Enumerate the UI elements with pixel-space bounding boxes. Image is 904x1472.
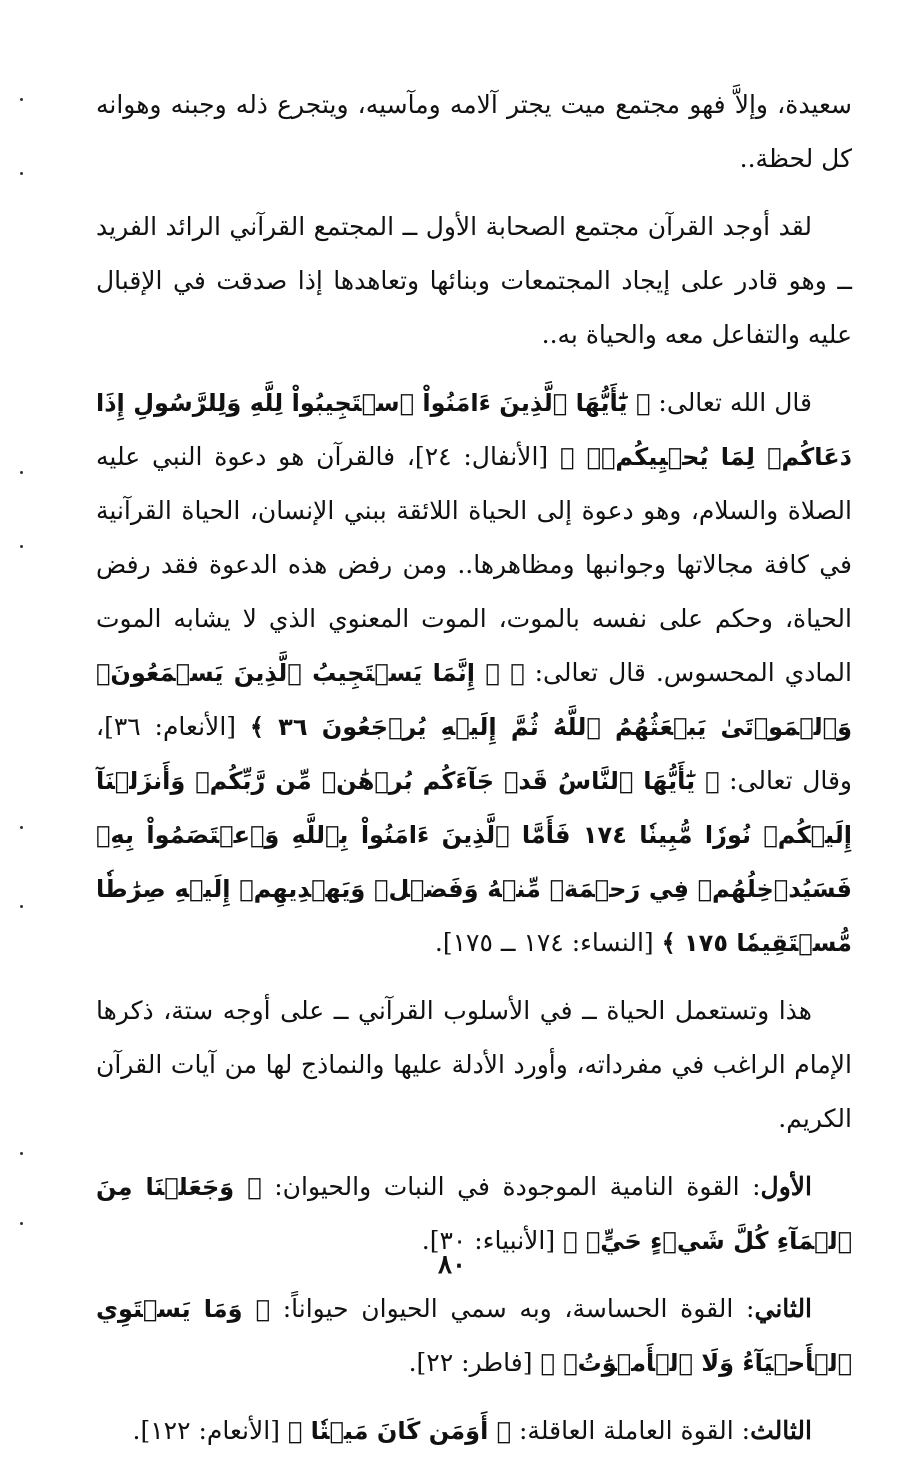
paragraph-text: : القوة الحساسة، وبه سمي الحيوان حيواناً: [270,1294,755,1323]
paragraph-text: [الأنعام: ١٢٢]. [132,1416,288,1445]
paragraph-text: قال الله تعالى: [650,388,812,417]
paragraph-text: [الأنفال: ٢٤]، فالقرآن هو دعوة النبي عليه الصلاة والسلام، وهو دعوة إلى الحياة اللائقة ببني الإنسان، الحياة القرآنية في كافة مجالاتها وجوانبها ومظاهرها.. ومن رفض هذه الدعوة فقد رفض الحياة، وحكم على نفسه بالموت، الموت المعنوي الذي لا يشابه الموت المادي المحسوس. قال تعالى: [96,442,852,687]
paragraph-text: [فاطر: ٢٢]. [408,1348,541,1377]
scan-speck [20,1222,23,1225]
paragraph-text: [الأنبياء: ٣٠]. [421,1226,564,1255]
paragraph-text: سعيدة، وإلاَّ فهو مجتمع ميت يجتر آلامه ومآسيه، ويتجرع ذله وجبنه وهوانه كل لحظة.. [96,90,852,173]
paragraph-text: لقد أوجد القرآن مجتمع الصحابة الأول ــ المجتمع القرآني الرائد الفريد ــ وهو قادر على إيجاد المجتمعات وبنائها وتعاهدها إذا صدقت في الإقبال عليه والتفاعل معه والحياة به.. [96,212,852,349]
quran-verse: ﴿ ۞ إِنَّمَا يَسۡتَجِيبُ ٱلَّذِينَ يَسۡمَعُونَۘ وَٱلۡمَوۡتَىٰ يَبۡعَثُهُمُ ٱللَّهُ ثُمَّ إِلَيۡهِ يُرۡجَعُونَ ٣٦ ﴾ [96,659,853,741]
paragraph [96,984,852,1146]
quran-verse: ﴿ يَٰٓأَيُّهَا ٱلنَّاسُ قَدۡ جَآءَكُم بُرۡهَٰنٞ مِّن رَّبِّكُمۡ وَأَنزَلۡنَآ إِلَيۡكُمۡ نُورٗا مُّبِينٗا ١٧٤ فَأَمَّا ٱلَّذِينَ ءَامَنُواْ بِٱللَّهِ وَٱعۡتَصَمُواْ بِهِۦ فَسَيُدۡخِلُهُمۡ فِي رَحۡمَةٖ مِّنۡهُ وَفَضۡلٖ وَيَهۡدِيهِمۡ إِلَيۡهِ صِرَٰطٗا مُّسۡتَقِيمٗا ١٧٥ ﴾ [96,767,852,957]
paragraph [96,78,852,186]
scan-speck [20,172,23,175]
paragraph [96,1404,852,1458]
paragraph-text: هذا وتستعمل الحياة ــ في الأسلوب القرآني ــ على أوجه ستة، ذكرها الإمام الراغب في مفرداته، وأورد الأدلة عليها والنماذج لها من آيات القرآن الكريم. [96,996,852,1133]
paragraph [96,200,852,362]
quran-verse: ﴿ وَمَا يَسۡتَوِي ٱلۡأَحۡيَآءُ وَلَا ٱلۡأَمۡوَٰتُۚ ﴾ [96,1295,852,1377]
paragraph-text: [الأنعام: ٣٦]، وقال تعالى: [96,712,852,795]
section-lead: الأول [760,1172,812,1201]
paragraph [96,1282,852,1390]
section-lead: الثالث [750,1416,812,1445]
paragraph-text: : القوة النامية الموجودة في النبات والحيوان: [261,1172,761,1201]
scan-speck [20,471,23,474]
page-number: ٨٠ [438,1250,466,1280]
paragraph-text: : القوة العاملة العاقلة: [511,1416,751,1445]
scan-speck [20,1152,23,1155]
quran-verse: ﴿ يَٰٓأَيُّهَا ٱلَّذِينَ ءَامَنُواْ ٱسۡتَجِيبُواْ لِلَّهِ وَلِلرَّسُولِ إِذَا دَعَاكُمۡ لِمَا يُحۡيِيكُمۡۖ ﴾ [96,389,852,471]
section-lead: الثاني [754,1294,813,1323]
scan-speck [20,98,23,101]
quran-verse: ﴿ أَوَمَن كَانَ مَيۡتٗا ﴾ [287,1417,512,1445]
paragraph [96,376,852,970]
quran-verse: ﴿ وَجَعَلۡنَا مِنَ ٱلۡمَآءِ كُلَّ شَيۡءٍ حَيٍّۚ ﴾ [96,1173,852,1255]
scan-speck [20,826,23,829]
scan-speck [20,905,23,908]
paragraph-text: [النساء: ١٧٤ ــ ١٧٥]. [434,928,662,957]
scan-speck [20,545,23,548]
